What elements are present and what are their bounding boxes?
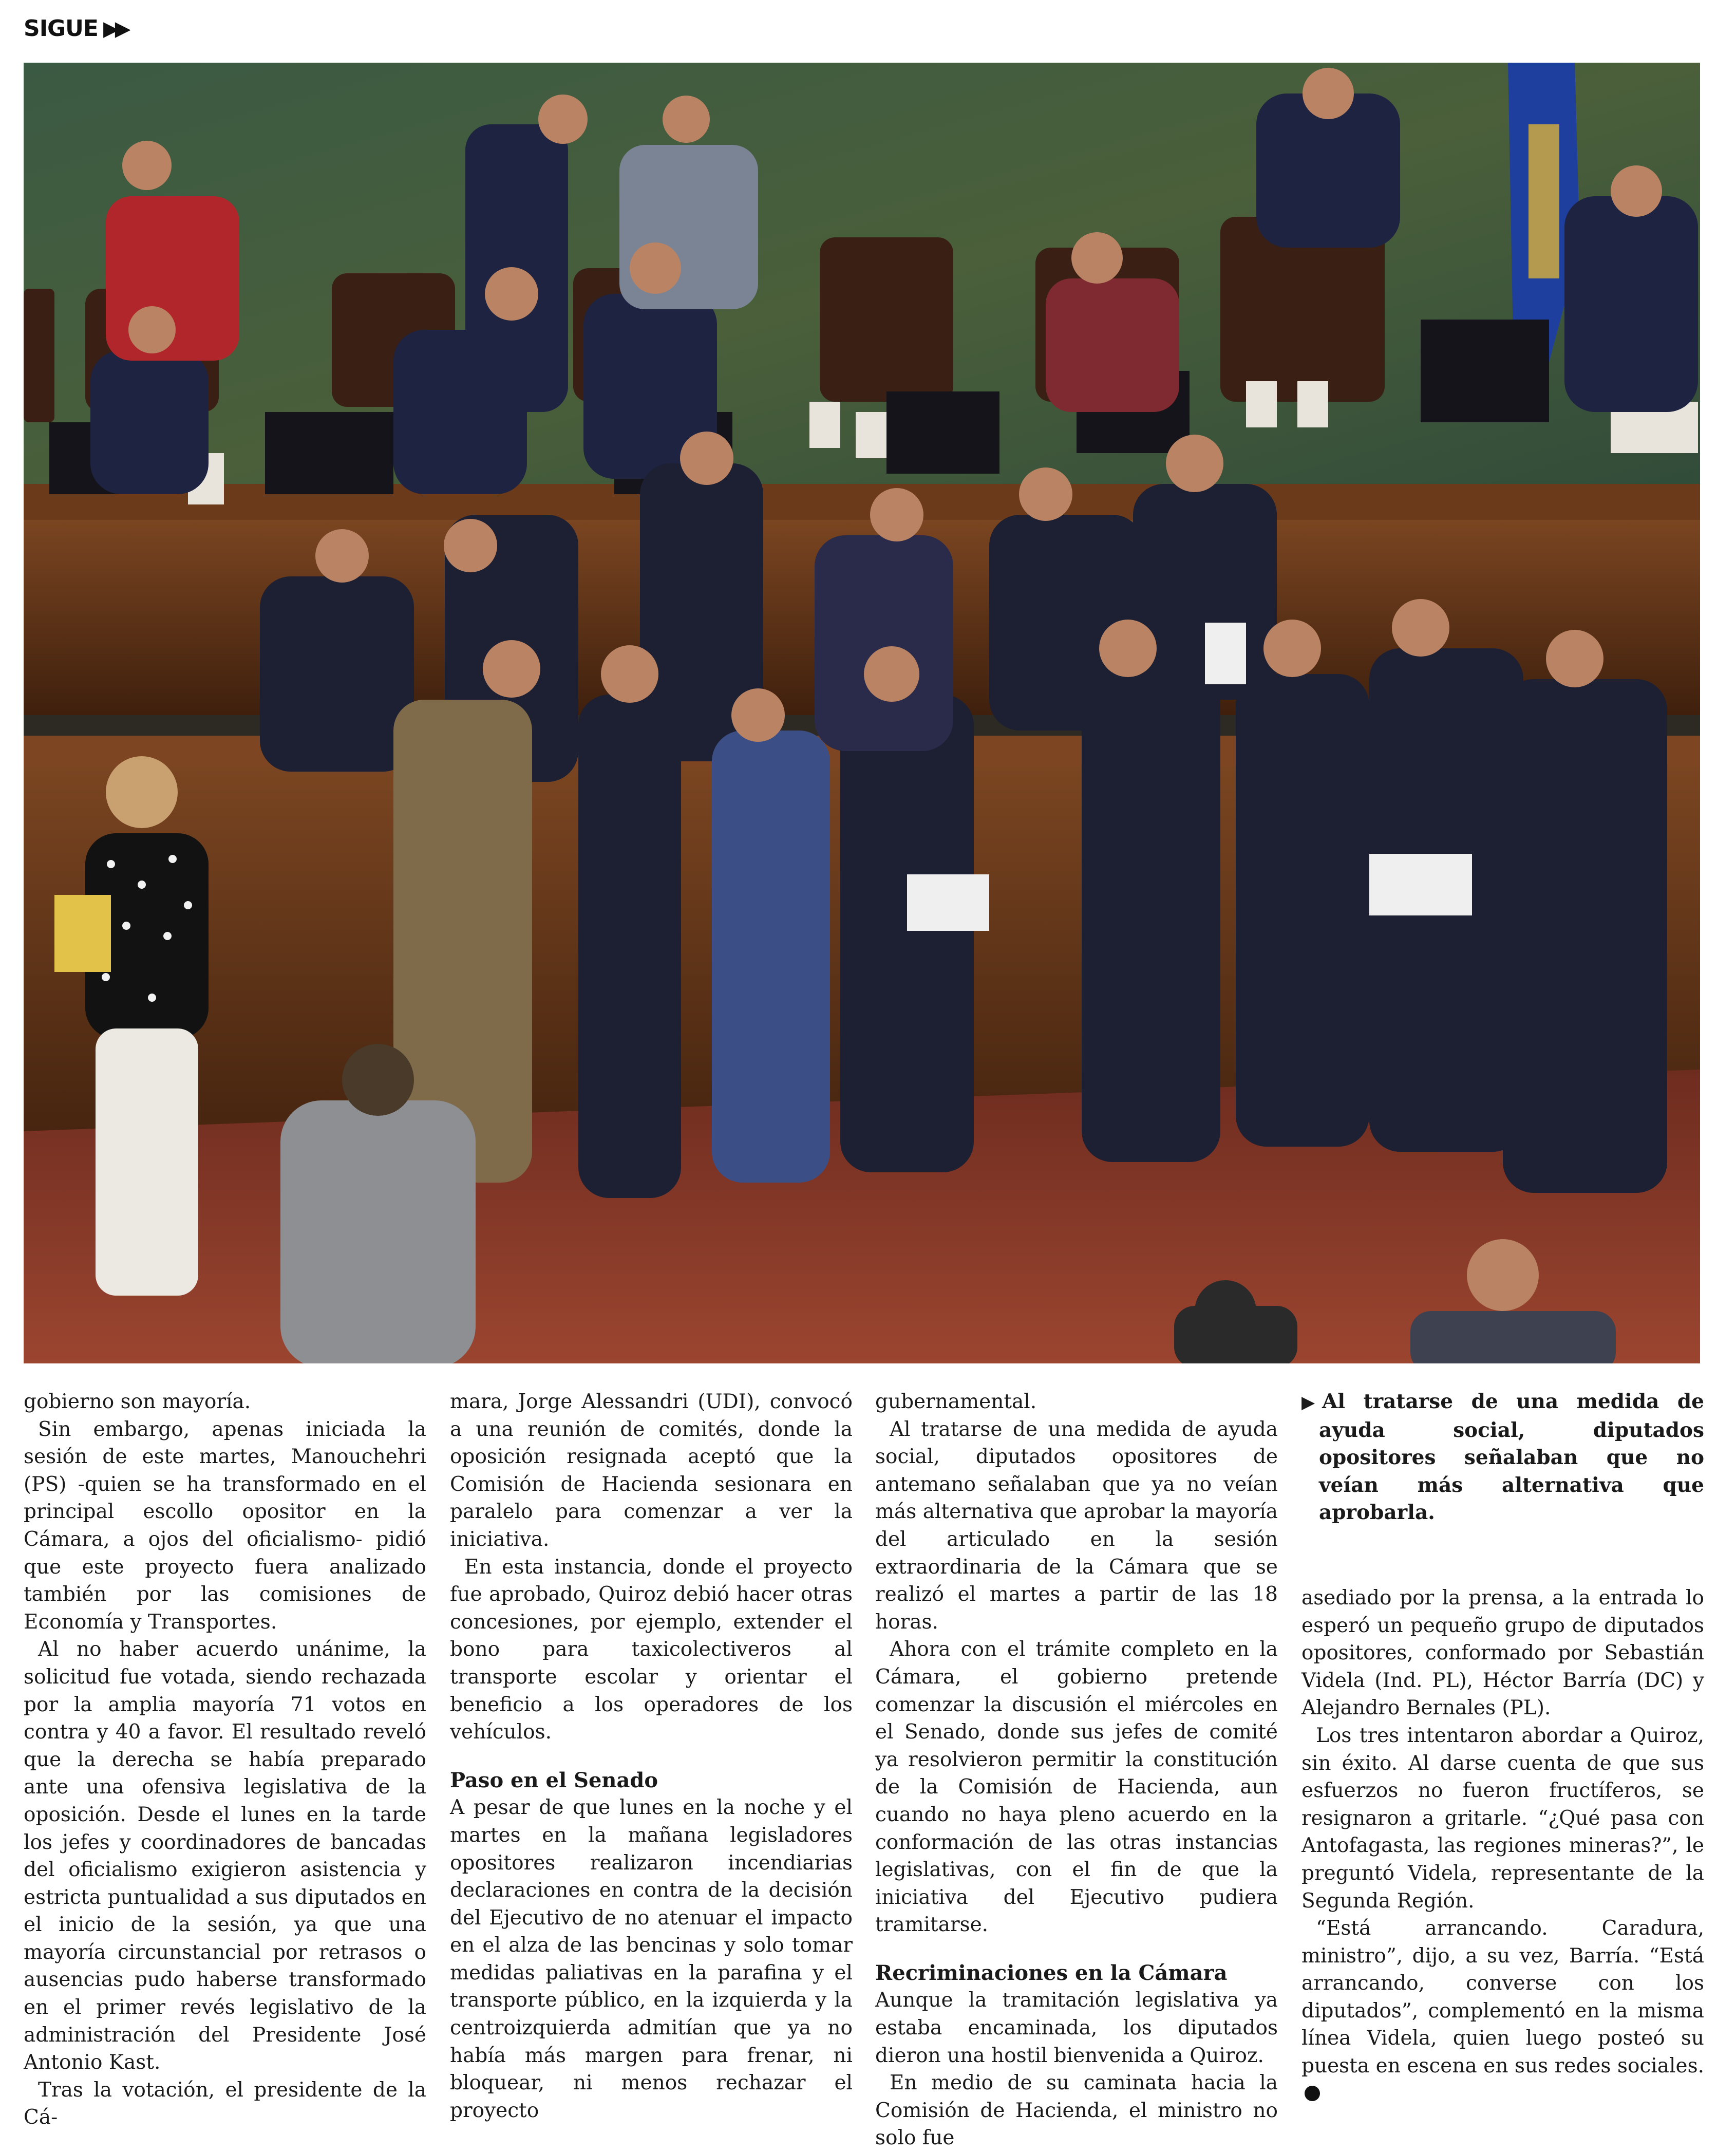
paragraph: gobierno son mayoría. — [24, 1390, 251, 1413]
paragraph: Al no haber acuerdo unánime, la solicitud fue votada, siendo rechazada por la amplia mayoría 71 votos en contra y 40 a favor. El resultado reveló que la derecha se había preparado ante una ofensiva legislativa de la oposición. Desde el lunes en la tarde los jefes y coordinadores de bancadas del oficialismo exigieron asistencia y estricta puntualidad a sus diputados en el inicio de la sesión, ya que una mayoría circunstancial por retrasos o ausencias pudo haberse transformado en el primer revés legislativo de la administración del Presidente José Antonio Kast. — [24, 1638, 426, 2074]
paragraph: asediado por la prensa, a la entrada lo esperó un pequeño grupo de diputados opositores, conformado por Sebastián Videla (Ind. PL), Héctor Barría (DC) y Alejandro Bernales (PL). — [1301, 1586, 1704, 1720]
paragraph: A pesar de que lunes en la noche y el martes en la mañana legisladores opositores realizaron incendiarias declaraciones en contra de la decisión del Ejecutivo de no atenuar el impacto en el alza de las bencinas y solo tomar medidas paliativas en la parafina y el transporte público, en la izquierda y la centroizquierda admitían que ya no había más margen para frenar, ni bloquear, ni menos rechazar el proyecto — [450, 1796, 853, 2122]
continues-kicker — [24, 15, 127, 42]
article-column-3 — [875, 1388, 1278, 2152]
paragraph: Tras la votación, el presidente de la Cá- — [24, 2078, 426, 2129]
article-column-1 — [24, 1388, 426, 2131]
paragraph: mara, Jorge Alessandri (UDI), convocó a una reunión de comités, donde la oposición resignada aceptó que la Comisión de Hacienda sesionara en paralelo para comenzar a ver la iniciativa. — [450, 1390, 853, 1551]
section-heading: Recriminaciones en la Cámara — [875, 1960, 1228, 1985]
paragraph: Al tratarse de una medida de ayuda social, diputados opositores de antemano señalaban que ya no veían más alternativa que aprobar la mayoría del articulado en la sesión extraordinaria de la Cámara que se realizó el martes a partir de las 18 horas. — [875, 1417, 1278, 1634]
kicker-label: SIGUE — [24, 15, 98, 42]
paragraph-final — [1301, 1915, 1704, 2107]
paragraph: Sin embargo, apenas iniciada la sesión de este martes, Manouchehri (PS) -quien se ha transformado en el principal escollo opositor en la Cámara, a ojos del oficialismo- pidió que este proyecto fuera analizado también por las comisiones de Economía y Transportes. — [24, 1417, 426, 1634]
paragraph: En medio de su caminata hacia la Comisión de Hacienda, el ministro no solo fue — [875, 2071, 1278, 2150]
article-column-2 — [450, 1388, 853, 2124]
paragraph: Los tres intentaron abordar a Quiroz, sin éxito. Al darse cuenta de que sus esfuerzos no fueron fructíferos, se resignaron a gritarle. “¿Qué pasa con Antofagasta, las regiones mineras?”, le preguntó Videla, representante de la Segunda Región. — [1301, 1724, 1704, 1913]
end-of-article-dot-icon — [1305, 2086, 1320, 2101]
paragraph: Ahora con el trámite completo en la Cámara, el gobierno pretende comenzar la discusión el miércoles en el Senado, donde sus jefes de comité ya resolvieron permitir la constitución de la Comisión de Hacienda, aun cuando no haya pleno acuerdo en la conformación de las otras instancias legislativas, con el fin de que la iniciativa del Ejecutivo pudiera tramitarse. — [875, 1638, 1278, 1937]
paragraph: En esta instancia, donde el proyecto fue aprobado, Quiroz debió hacer otras concesiones, por ejemplo, extender el bono para taxicolectiveros al transporte escolar y orientar el beneficio a los operadores de los vehículos. — [450, 1555, 853, 1744]
triangle-right-icon: ▶ — [1301, 1392, 1315, 1413]
section-heading: Paso en el Senado — [450, 1768, 658, 1792]
paragraph: gubernamental. — [875, 1390, 1037, 1413]
pull-quote-text: Al tratarse de una medida de ayuda social, diputados opositores señalaban que no veían más alternativa que aprobarla. — [1319, 1390, 1704, 1525]
chamber-photo — [24, 63, 1700, 1363]
article-column-4 — [1301, 1388, 1704, 2107]
paragraph-text: “Está arrancando. Caradura, ministro”, dijo, a su vez, Barría. “Está arrancando, converse con los diputados”, complementó en la misma línea Videla, quien luego posteó su puesta en escena en sus redes sociales. — [1301, 1917, 1704, 2078]
paragraph: Aunque la tramitación legislativa ya estaba encaminada, los diputados dieron una hostil bienvenida a Quiroz. — [875, 1989, 1278, 2067]
double-arrow-right-icon: ▶▶ — [103, 16, 127, 41]
pull-quote — [1301, 1388, 1704, 1527]
